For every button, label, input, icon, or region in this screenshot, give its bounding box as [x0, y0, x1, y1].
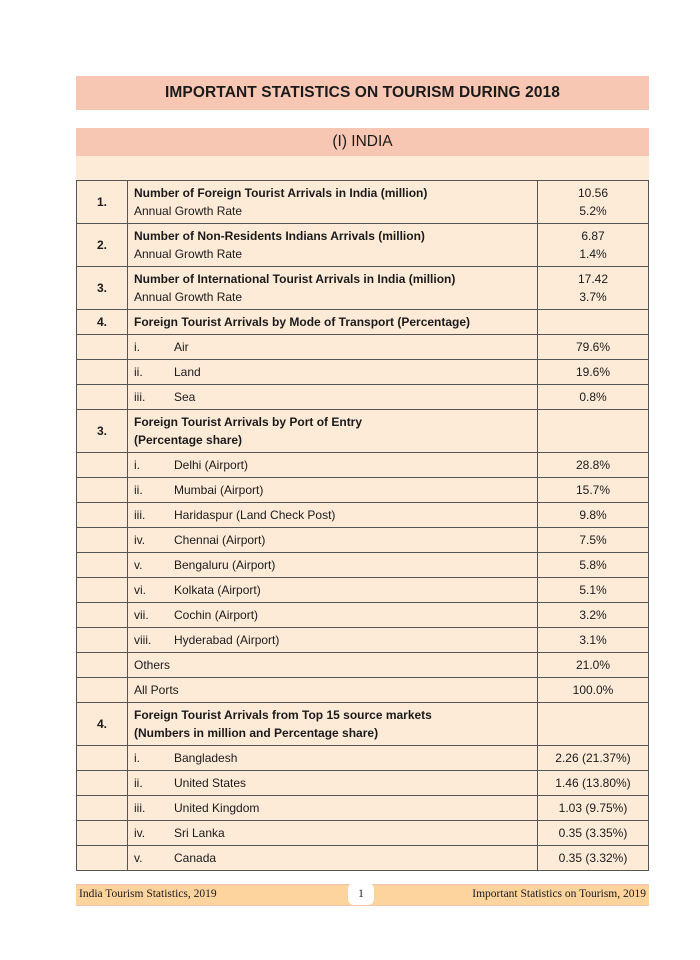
table-row: [77, 796, 649, 821]
row-sub-value: 5.2%: [579, 204, 607, 218]
table-row: [77, 603, 649, 628]
page-footer: [76, 884, 649, 906]
item-name: Land: [174, 365, 201, 379]
row-sub-label: Annual Growth Rate: [134, 204, 243, 218]
item-name: Sea: [174, 390, 196, 404]
row-label: Number of Foreign Tourist Arrivals in India (million): [134, 186, 428, 200]
others-value: 21.0%: [538, 653, 649, 678]
item-value: 2.26 (21.37%): [538, 746, 649, 771]
row-label: Foreign Tourist Arrivals by Mode of Transport (Percentage): [134, 315, 471, 329]
item-value: 3.2%: [538, 603, 649, 628]
roman-numeral: i.: [134, 340, 140, 354]
item-value: 3.1%: [538, 628, 649, 653]
table-row: [77, 181, 649, 224]
item-name: Mumbai (Airport): [174, 483, 264, 497]
roman-numeral: iii.: [134, 390, 146, 404]
table-row: [77, 678, 649, 703]
item-value: 0.35 (3.32%): [538, 846, 649, 871]
table-row: [77, 267, 649, 310]
item-value: 1.46 (13.80%): [538, 771, 649, 796]
roman-numeral: v.: [134, 558, 143, 572]
row-number: 3.: [77, 410, 128, 453]
table-row: [77, 628, 649, 653]
roman-numeral: iii.: [134, 801, 146, 815]
table-row: [77, 224, 649, 267]
table-row: [77, 503, 649, 528]
item-value: 5.1%: [538, 578, 649, 603]
row-label-2: (Numbers in million and Percentage share): [134, 726, 379, 740]
item-value: 28.8%: [538, 453, 649, 478]
row-label: Foreign Tourist Arrivals by Port of Entry: [134, 415, 363, 429]
row-number: 3.: [77, 267, 128, 310]
others-label: Others: [128, 653, 538, 678]
item-value: 0.35 (3.35%): [538, 821, 649, 846]
item-value: 9.8%: [538, 503, 649, 528]
section-band: [76, 156, 649, 180]
table-row: [77, 478, 649, 503]
footer-left-text: India Tourism Statistics, 2019: [79, 888, 217, 900]
all-ports-value: 100.0%: [538, 678, 649, 703]
roman-numeral: ii.: [134, 365, 143, 379]
table-row: [77, 453, 649, 478]
section-header-row: [77, 310, 649, 335]
item-name: Chennai (Airport): [174, 533, 266, 547]
row-value: 10.56: [577, 186, 609, 200]
roman-numeral: vii.: [134, 608, 149, 622]
item-name: United States: [174, 776, 247, 790]
row-number: 4.: [77, 310, 128, 335]
item-name: Cochin (Airport): [174, 608, 259, 622]
row-label-2: (Percentage share): [134, 433, 243, 447]
item-name: Air: [174, 340, 189, 354]
item-value: 7.5%: [538, 528, 649, 553]
item-value: 79.6%: [538, 335, 649, 360]
row-label: Number of International Tourist Arrivals in India (million): [134, 272, 456, 286]
item-value: 5.8%: [538, 553, 649, 578]
row-label: Number of Non-Residents Indians Arrivals (million): [134, 229, 425, 243]
row-number: 2.: [77, 224, 128, 267]
item-value: 1.03 (9.75%): [538, 796, 649, 821]
roman-numeral: iv.: [134, 533, 146, 547]
table-row: [77, 653, 649, 678]
item-value: 0.8%: [538, 385, 649, 410]
table-row: [77, 553, 649, 578]
roman-numeral: iv.: [134, 826, 146, 840]
item-value: 15.7%: [538, 478, 649, 503]
table-row: [77, 385, 649, 410]
all-ports-label: All Ports: [128, 678, 538, 703]
row-sub-label: Annual Growth Rate: [134, 290, 243, 304]
table-row: [77, 360, 649, 385]
row-value: 17.42: [577, 272, 609, 286]
roman-numeral: v.: [134, 851, 143, 865]
row-sub-label: Annual Growth Rate: [134, 247, 243, 261]
item-name: Haridaspur (Land Check Post): [174, 508, 336, 522]
section-header-row: [77, 703, 649, 746]
roman-numeral: ii.: [134, 776, 143, 790]
section-header-row: [77, 410, 649, 453]
item-name: Hyderabad (Airport): [174, 633, 280, 647]
item-name: Delhi (Airport): [174, 458, 249, 472]
roman-numeral: vi.: [134, 583, 146, 597]
item-value: 19.6%: [538, 360, 649, 385]
item-name: Bengaluru (Airport): [174, 558, 276, 572]
roman-numeral: ii.: [134, 483, 143, 497]
table-row: [77, 528, 649, 553]
item-name: Canada: [174, 851, 217, 865]
table-row: [77, 771, 649, 796]
page-number: 1: [348, 883, 374, 905]
roman-numeral: iii.: [134, 508, 146, 522]
table-row: [77, 578, 649, 603]
table-row: [77, 846, 649, 871]
footer-right-text: Important Statistics on Tourism, 2019: [472, 888, 646, 900]
statistics-table: [76, 180, 649, 871]
row-sub-value: 1.4%: [579, 247, 607, 261]
row-sub-value: 3.7%: [579, 290, 607, 304]
item-name: Sri Lanka: [174, 826, 225, 840]
row-number: 4.: [77, 703, 128, 746]
roman-numeral: viii.: [134, 633, 152, 647]
item-name: United Kingdom: [174, 801, 260, 815]
page-title: IMPORTANT STATISTICS ON TOURISM DURING 2018: [76, 76, 649, 110]
item-name: Kolkata (Airport): [174, 583, 261, 597]
table-row: [77, 821, 649, 846]
table-row: [77, 335, 649, 360]
row-number: 1.: [77, 181, 128, 224]
section-title: (I) INDIA: [76, 128, 649, 156]
item-name: Bangladesh: [174, 751, 238, 765]
roman-numeral: i.: [134, 751, 140, 765]
row-label: Foreign Tourist Arrivals from Top 15 source markets: [134, 708, 432, 722]
roman-numeral: i.: [134, 458, 140, 472]
table-row: [77, 746, 649, 771]
row-value: 6.87: [581, 229, 605, 243]
